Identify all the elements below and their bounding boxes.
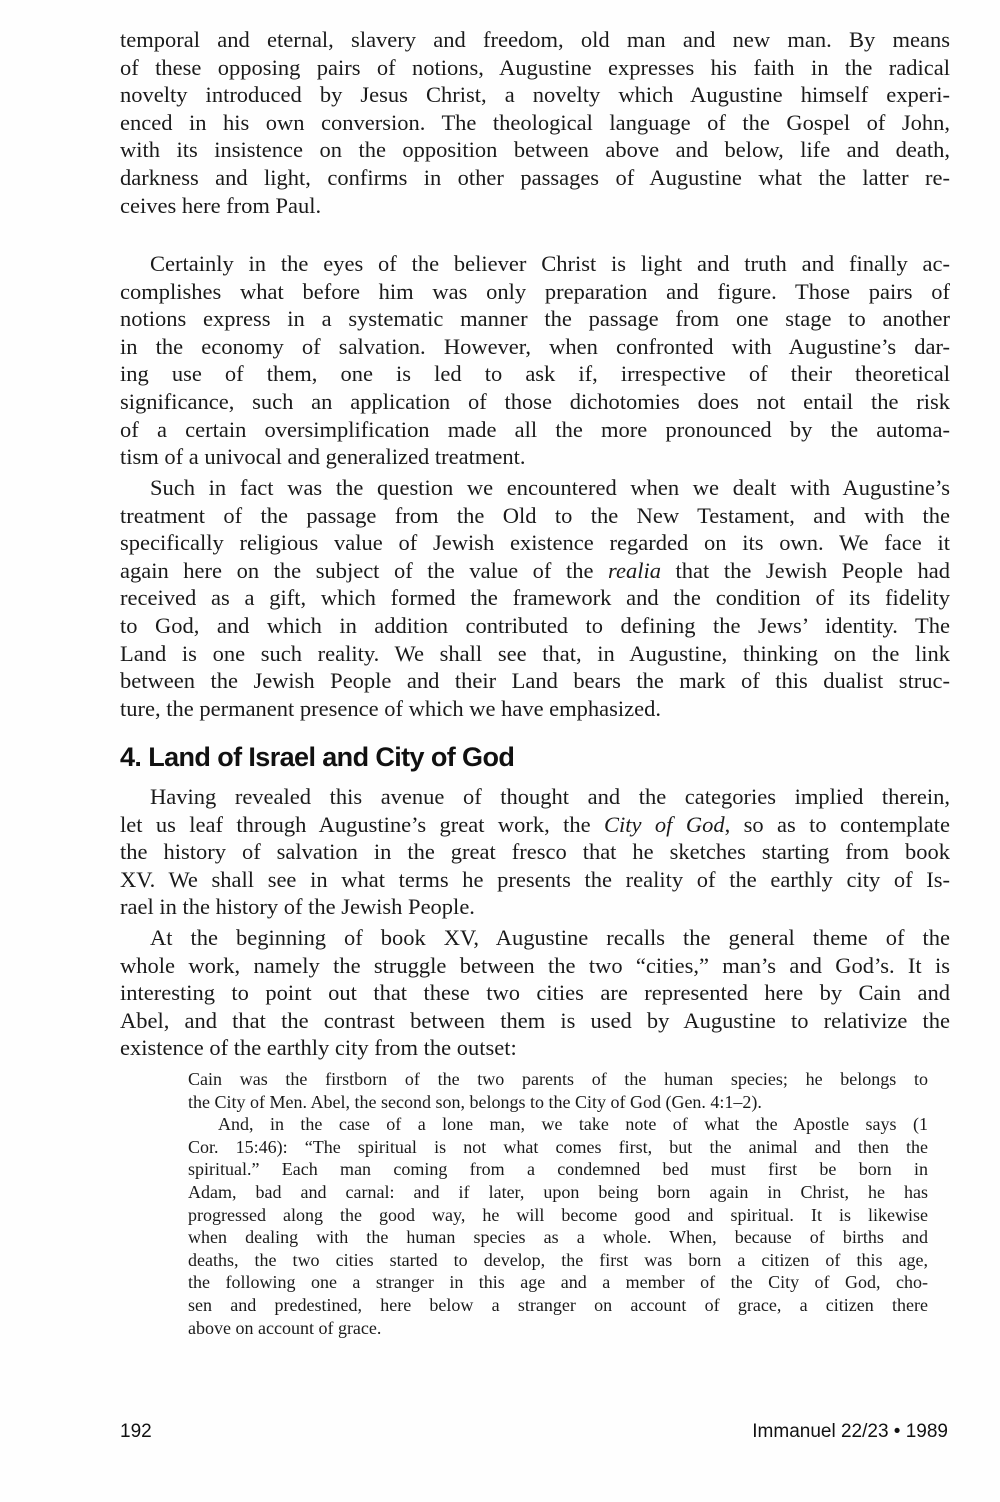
text-line: treatment of the passage from the Old to the New Testament, and with the <box>120 502 950 528</box>
text-line: received as a gift, which formed the framework and the condition of its fidelity <box>120 585 950 611</box>
quote-line: Adam, bad and carnal: and if later, upon being born again in Christ, he has <box>188 1181 928 1202</box>
paragraph-2 <box>120 250 950 471</box>
text-line: notions express in a systematic manner the passage from one stage to another <box>120 306 950 332</box>
text-line: Land is one such reality. We shall see that, in Augustine, thinking on the link <box>120 640 950 666</box>
text-run: that the Jewish People had <box>660 557 950 583</box>
quote-line: progressed along the good way, he will become good and spiritual. It is likewise <box>188 1204 928 1225</box>
text-line: tism of a univocal and generalized treatment. <box>120 444 526 470</box>
quote-line: above on account of grace. <box>188 1317 382 1338</box>
page-number: 192 <box>120 1421 152 1442</box>
text-line: between the Jewish People and their Land bears the mark of this dualist struc- <box>120 668 950 694</box>
text-line: specifically religious value of Jewish existence regarded on its own. We face it <box>120 530 950 556</box>
text-run: again here on the subject of the value of the <box>120 557 609 583</box>
quote-line: Cain was the firstborn of the two parents of the human species; he belongs to <box>188 1069 928 1089</box>
block-quote <box>188 1068 928 1339</box>
italic-term-realia: realia <box>608 557 661 583</box>
journal-citation: Immanuel 22/23 • 1989 <box>752 1421 948 1442</box>
text-line: complishes what before him was only preparation and figure. Those pairs of <box>120 278 950 304</box>
text-line: Certainly in the eyes of the believer Christ is light and truth and finally ac- <box>150 251 950 276</box>
quote-line: when dealing with the human species as a whole. When, because of births and <box>188 1227 928 1248</box>
paragraph-4 <box>120 783 950 921</box>
text-line: significance, such an application of those dichotomies does not entail the risk <box>120 388 950 414</box>
text-line: temporal and eternal, slavery and freedom, old man and new man. By means <box>120 27 950 52</box>
text-line-with-italic <box>120 811 950 839</box>
quote-line: the following one a stranger in this age and a member of the City of God, cho- <box>188 1272 928 1293</box>
paragraph-5 <box>120 924 950 1062</box>
text-line: in the economy of salvation. However, when confronted with Augustine’s dar- <box>120 333 950 359</box>
text-line: enced in his own conversion. The theological language of the Gospel of John, <box>120 109 950 135</box>
paragraph-3 <box>120 474 950 722</box>
section-heading: 4. Land of Israel and City of God <box>120 742 515 772</box>
text-line: ing use of them, one is led to ask if, irrespective of their theoretical <box>120 361 950 387</box>
quote-line: Cor. 15:46): “The spiritual is not what comes first, but the animal and then the <box>188 1136 928 1157</box>
text-line: Abel, and that the contrast between them is used by Augustine to relativize the <box>120 1007 950 1033</box>
quote-line: sen and predestined, here below a stranger on account of grace, a citizen there <box>188 1294 928 1315</box>
text-line: Having revealed this avenue of thought and the categories implied therein, <box>150 784 950 809</box>
text-line: whole work, namely the struggle between the two “cities,” man’s and God’s. It is <box>120 952 950 978</box>
text-line: ture, the permanent presence of which we have emphasized. <box>120 695 662 721</box>
text-run: , so as to contemplate <box>724 811 951 837</box>
text-line: XV. We shall see in what terms he presents the reality of the earthly city of Is- <box>120 866 950 892</box>
text-line: Such in fact was the question we encountered when we dealt with Augustine’s <box>150 475 950 500</box>
text-line-with-italic <box>120 557 950 585</box>
text-line: novelty introduced by Jesus Christ, a novelty which Augustine himself experi- <box>120 82 950 108</box>
text-line: rael in the history of the Jewish People. <box>120 894 475 920</box>
text-line: to God, and which in addition contributed to defining the Jews’ identity. The <box>120 612 950 638</box>
quote-line: deaths, the two cities started to develop, the first was born a citizen of this age, <box>188 1249 928 1270</box>
text-line: At the beginning of book XV, Augustine recalls the general theme of the <box>150 925 950 950</box>
text-line: with its insistence on the opposition between above and below, life and death, <box>120 137 950 163</box>
paragraph-1 <box>120 26 950 219</box>
text-run: let us leaf through Augustine’s great work, the <box>120 811 605 837</box>
italic-title-city-of-god: City of God <box>604 811 725 837</box>
text-line: existence of the earthly city from the outset: <box>120 1035 517 1061</box>
text-line: the history of salvation in the great fresco that he sketches starting from book <box>120 839 950 865</box>
quote-line: spiritual.” Each man coming from a condemned bed must first be born in <box>188 1159 928 1180</box>
text-line: of a certain oversimplification made all the more pronounced by the automa- <box>120 416 950 442</box>
text-line: darkness and light, confirms in other passages of Augustine what the latter re- <box>120 164 950 190</box>
quote-line: And, in the case of a lone man, we take note of what the Apostle says (1 <box>218 1114 928 1135</box>
text-line: of these opposing pairs of notions, Augustine expresses his faith in the radical <box>120 54 950 80</box>
quote-line: the City of Men. Abel, the second son, belongs to the City of God (Gen. 4:1–2). <box>188 1091 762 1112</box>
text-line: ceives here from Paul. <box>120 192 322 218</box>
text-line: interesting to point out that these two cities are represented here by Cain and <box>120 980 950 1006</box>
